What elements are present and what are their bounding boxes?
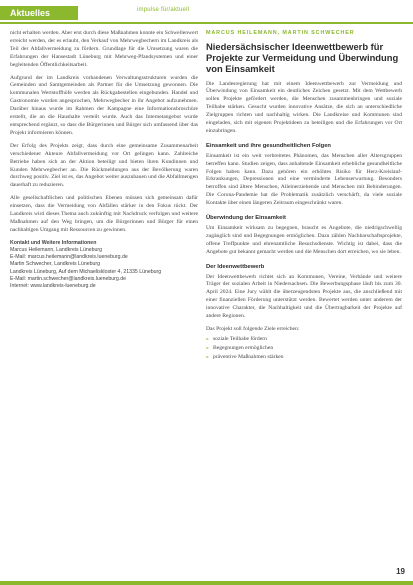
left-column xyxy=(10,30,198,290)
paragraph: Alle gesellschaftlichen und politischen Ebenen müssen sich gemeinsam dafür einsetzen, dass die Vermeidung von Abfällen stärker in den Fokus rückt. Der Landkreis wird dieses Thema auch zukünftig mit Nachdruck verfolgen und weitere Maßnahmen auf den Weg bringen, um die Bürgerinnen und Bürger für einen nachhaltigen Umgang mit Ressourcen zu gewinnen. xyxy=(10,195,198,233)
article-authors: MARCUS HEILEMANN, MARTIN SCHWECHER xyxy=(206,30,355,36)
section-heading: Überwindung der Einsamkeit xyxy=(206,215,286,222)
page-number: 19 xyxy=(396,567,405,576)
paragraph: nicht erhalten werden. Aber erst durch diese Maßnahmen konnte ein Schwellenwert erreicht werden, der es erlaubt, den Verkauf von Mehrwegbechern im Landkreis als Teil der Abfallvermeidung zu fördern. Grundlage für die Umsetzung waren die Erfahrungen der Hansestadt Lüneburg mit Mehrweg-Pfandsystemen und einer begleitenden Öffentlichkeitsarbeit. xyxy=(10,30,198,68)
section-heading: Einsamkeit und ihre gesundheitlichen Folgen xyxy=(206,142,331,149)
contact-line: Marcus Heilemann, Landkreis Lüneburg xyxy=(10,246,102,253)
contact-line: Landkreis Lüneburg, Auf dem Michaeliskloster 4, 21335 Lüneburg xyxy=(10,268,162,275)
header-rule xyxy=(0,22,413,24)
contact-line: Martin Schwecher, Landkreis Lüneburg xyxy=(10,261,100,268)
arrow-icon: » xyxy=(206,344,209,351)
list-item: » soziale Teilhabe fördern xyxy=(206,335,267,342)
section-tag: Aktuelles xyxy=(0,6,78,20)
arrow-icon: » xyxy=(206,335,209,342)
contact-block xyxy=(10,240,198,290)
paragraph: Aufgrund der im Landkreis vorhandenen Verwaltungsstrukturen wurden die Gemeinden und Samtgemeinden als Partner für die Umsetzung gewonnen. Die kommunalen Wertstoffhöfe werden als Rückgabestellen eingebunden. Handel und Gastronomie wurden angesprochen, Mehrwegbecher in ihr Angebot aufzunehmen. Darüber hinaus wurde im Rahmen der Kampagne eine Informationsbroschüre erstellt, die an die Haushalte verteilt wurde. Auch das Internetangebot wurde entsprechend ergänzt, so dass die Bürgerinnen und Bürger sich umfassend über das Projekt informieren können. xyxy=(10,74,198,136)
section-heading: Der Ideenwettbewerb xyxy=(206,263,265,270)
right-column xyxy=(206,30,402,363)
contact-line: Internet: www.landkreis-lueneburg.de xyxy=(10,282,96,289)
section-text: Um Einsamkeit wirksam zu begegnen, braucht es Angebote, die niedrigschwellig zugänglich sind und Begegnungen ermöglichen. Dazu zählen Nachbarschaftsprojekte, offene Treffpunkte und ehrenamtliche Besuchsdienste. Wichtig ist dabei, dass die Angebote gut bekannt gemacht werden und die Menschen dort erreichen, wo sie leben. xyxy=(206,225,402,255)
section-text: Der Ideenwettbewerb richtet sich an Kommunen, Vereine, Verbände und weitere Träger der sozialen Arbeit in Niedersachsen. Die Bewerbungsphase läuft bis zum 30. April 2024. Eine Jury wählt die überzeugendsten Projekte aus, die anschließend mit einer finanziellen Förderung unterstützt werden. Bewertet werden unter anderem der innovative Charakter, die Nachhaltigkeit und die Übertragbarkeit der Projekte auf andere Regionen. xyxy=(206,273,402,320)
magazine-label: impulse für/aktuell xyxy=(137,7,190,13)
contact-line: E-Mail: martin.schwecher@landkreis.lueneburg.de xyxy=(10,275,126,282)
article-intro: Die Landesregierung hat mit einem Ideenwettbewerb zur Vermeidung und Überwindung von Einsamkeit ein deutliches Zeichen gesetzt. Mit dem Wettbewerb sollen Projekte gefördert werden, die Menschen zusammenbringen und soziale Teilhabe stärken. Gesucht wurden innovative Ansätze, die sich an unterschiedliche Zielgruppen richten und nachhaltig wirken. Die Landkreise und Kommunen sind eingeladen, sich mit eigenen Projektideen zu beteiligen und die Erfahrungen vor Ort einzubringen. xyxy=(206,80,402,134)
list-item: » Begegnungen ermöglichen xyxy=(206,344,274,351)
goal-list xyxy=(206,336,402,362)
article-headline: Niedersächsischer Ideenwettbewerb für Projekte zur Vermeidung und Überwindung von Einsamkeit xyxy=(206,40,399,75)
bullets-intro: Das Projekt soll folgende Ziele erreichen: xyxy=(206,325,300,332)
contact-line: E-Mail: marcus.heilemann@landkreis.lueneburg.de xyxy=(10,254,128,261)
arrow-icon: » xyxy=(206,353,209,360)
paragraph: Der Erfolg des Projekts zeigt, dass durch eine gemeinsame Zusammenarbeit verschiedener Akteure Abfallvermeidung vor Ort gelingen kann. Zahlreiche Betriebe haben sich an der Aktion beteiligt und bieten ihren Kundinnen und Kunden Mehrwegbecher an. Die Rückmeldungen aus der Bevölkerung waren durchweg positiv. Ziel ist es, das Angebot weiter auszubauen und die Abfallmengen dauerhaft zu reduzieren. xyxy=(10,142,198,189)
footer-rule xyxy=(0,581,413,585)
page-header xyxy=(0,0,413,22)
contact-heading: Kontakt und Weitere Informationen xyxy=(10,239,97,246)
list-item: » präventive Maßnahmen stärken xyxy=(206,353,284,360)
section-text: Einsamkeit ist ein weit verbreitetes Phänomen, das Menschen aller Altersgruppen betreffen kann. Studien zeigen, dass anhaltende Einsamkeit erhebliche gesundheitliche Folgen haben kann. Dazu gehören ein erhöhtes Risiko für Herz-Kreislauf-Erkrankungen, Depressionen und eine verminderte Lebenserwartung. Besonders betroffen sind ältere Menschen, Alleinerziehende und Menschen mit Behinderungen. Die Corona-Pandemie hat die Problematik zusätzlich verschärft, da viele soziale Kontakte über einen längeren Zeitraum eingeschränkt waren. xyxy=(206,152,402,207)
